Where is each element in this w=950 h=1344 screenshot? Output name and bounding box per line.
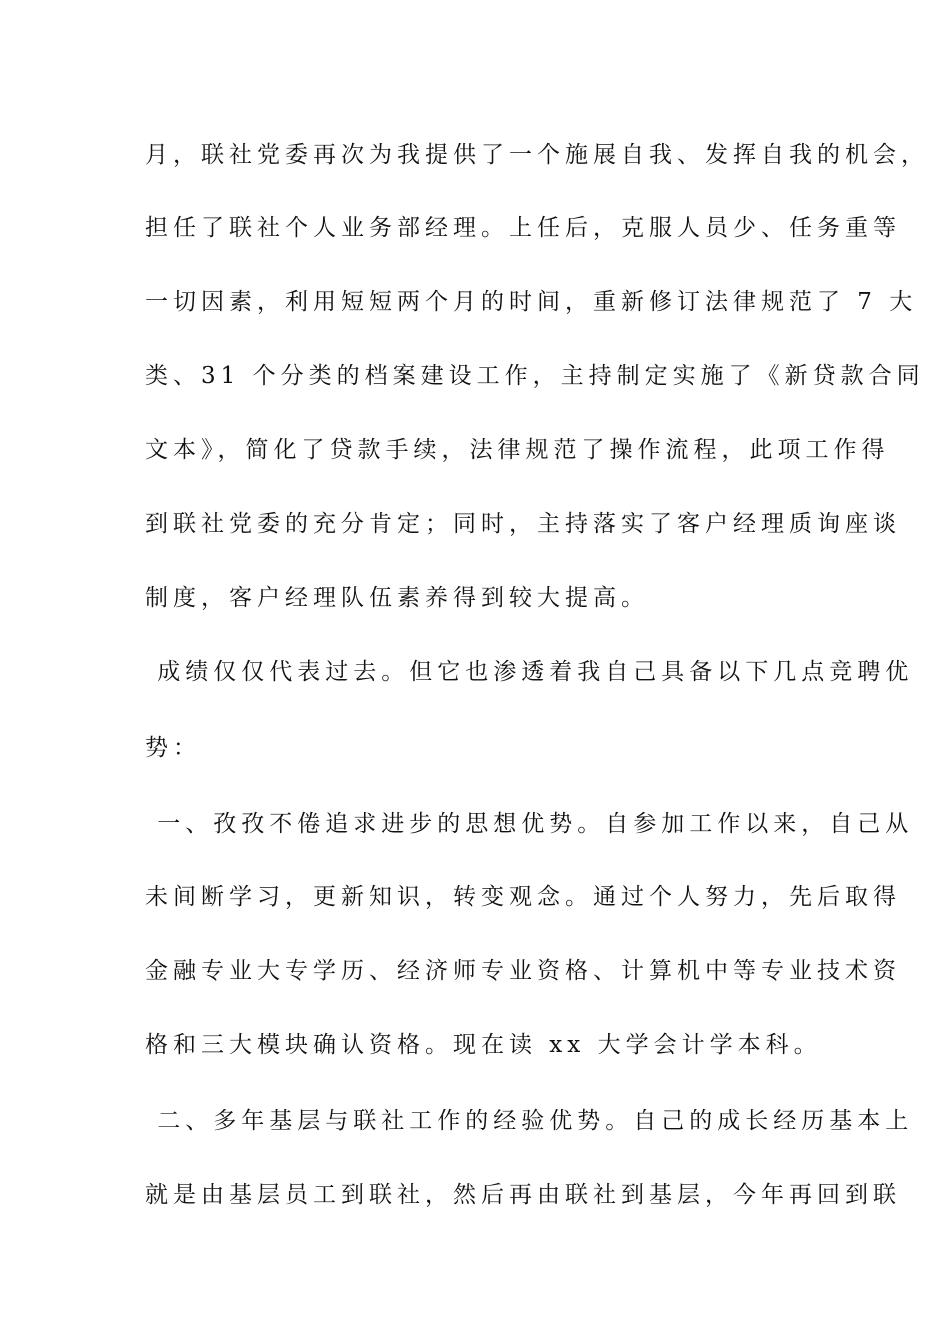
text-line: 格和三大模块确认资格。现在读 xx 大学会计学本科。 (145, 1032, 822, 1058)
text-line: 就是由基层员工到联社，然后再由联社到基层，今年再回到联 (145, 1182, 901, 1208)
text-line: 制度，客户经理队伍素养得到较大提高。 (145, 585, 649, 611)
text-line: 月，联社党委再次为我提供了一个施展自我、发挥自我的机会， (145, 142, 929, 168)
text-line: 未间断学习，更新知识，转变观念。通过个人努力，先后取得 (145, 884, 901, 910)
text-line: 二、多年基层与联社工作的经验优势。自己的成长经历基本上 (145, 1108, 914, 1134)
text-line: 一、孜孜不倦追求进步的思想优势。自参加工作以来，自己从 (145, 811, 914, 837)
text-line: 成绩仅仅代表过去。但它也渗透着我自己具备以下几点竞聘优 (145, 659, 914, 685)
text-line: 势： (145, 735, 201, 761)
text-line: 类、31 个分类的档案建设工作，主持制定实施了《新贷款合同 (145, 363, 925, 389)
text-line: 文本》，简化了贷款手续，法律规范了操作流程，此项工作得 (145, 437, 890, 463)
text-line: 到联社党委的充分肯定；同时，主持落实了客户经理质询座谈 (145, 511, 901, 537)
text-line: 担任了联社个人业务部经理。上任后，克服人员少、任务重等 (145, 215, 901, 241)
text-line: 一切因素，利用短短两个月的时间，重新修订法律规范了 7 大 (145, 289, 918, 315)
text-line: 金融专业大专学历、经济师专业资格、计算机中等专业技术资 (145, 958, 901, 984)
